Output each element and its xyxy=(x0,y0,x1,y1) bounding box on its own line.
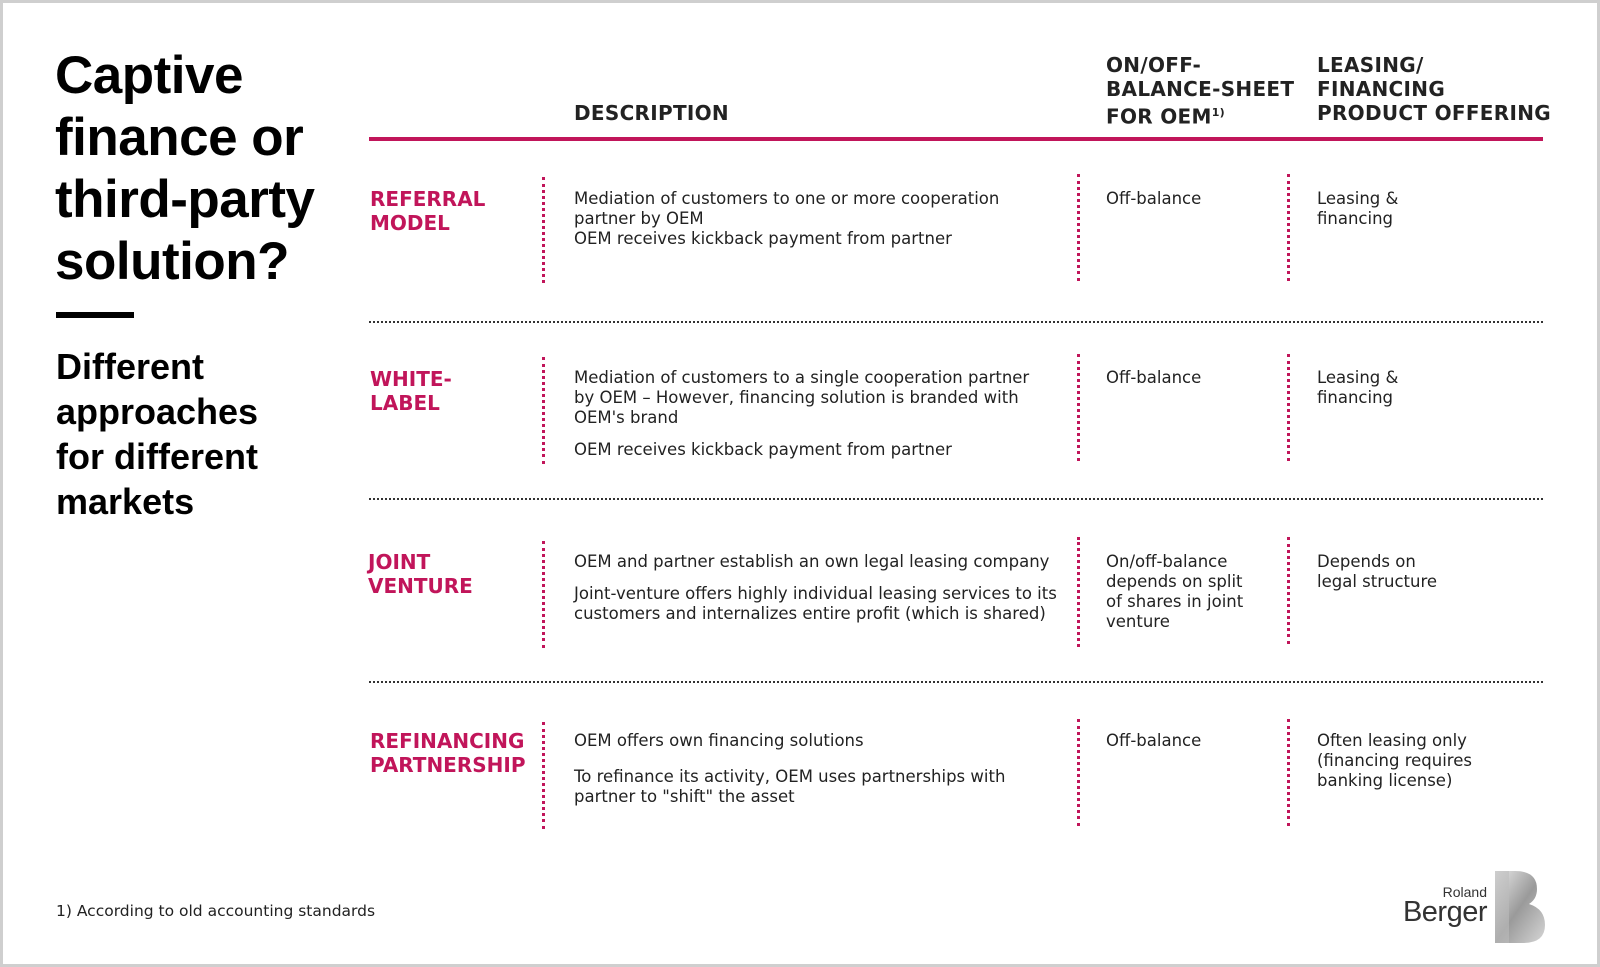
footnote: 1) According to old accounting standards xyxy=(56,902,376,920)
row-label-refinancing: REFINANCING PARTNERSHIP xyxy=(370,729,526,777)
row-divider xyxy=(1287,174,1290,281)
logo-text-berger: Berger xyxy=(1402,896,1487,928)
header-product-offering: LEASING/ FINANCING PRODUCT OFFERING xyxy=(1317,53,1551,125)
row-divider xyxy=(542,357,545,464)
row-separator xyxy=(369,321,1543,323)
row-divider xyxy=(1287,719,1290,826)
row-offering: Often leasing only (financing requires banking license) xyxy=(1317,731,1472,790)
description-line: To refinance its activity, OEM uses partnerships with partner to "shift" the asset xyxy=(574,767,1006,806)
page-title: Captive finance or third-party solution? xyxy=(55,46,315,291)
row-offering: Depends on legal structure xyxy=(1317,552,1438,591)
row-balance: On/off-balance depends on split of shares in joint venture xyxy=(1106,552,1244,631)
row-divider xyxy=(1287,537,1290,644)
description-line: OEM and partner establish an own legal leasing company xyxy=(574,552,1050,571)
page-subtitle: Different approaches for different markets xyxy=(56,346,259,522)
header-description: DESCRIPTION xyxy=(574,101,729,125)
footnote-mark: 1) xyxy=(1211,106,1225,119)
row-label-white-label: WHITE-LABEL xyxy=(370,367,452,415)
row-label-referral: REFERRAL MODEL xyxy=(370,187,486,235)
header-balance-sheet xyxy=(1106,53,1306,129)
logo-b-mark-icon xyxy=(1493,869,1549,945)
row-description xyxy=(574,368,1044,460)
header-rule xyxy=(369,137,1543,141)
row-balance: Off-balance xyxy=(1106,368,1202,387)
roland-berger-logo xyxy=(1399,869,1549,945)
description-line: Joint-venture offers highly individual leasing services to its customers and internalizes entire profit (which is shared) xyxy=(574,584,1057,623)
row-balance: Off-balance xyxy=(1106,731,1202,750)
row-description xyxy=(574,189,1034,249)
row-separator xyxy=(369,498,1543,500)
row-divider xyxy=(1077,354,1080,461)
description-line: Mediation of customers to a single cooperation partner by OEM – However, financing solution is branded with OEM's brand xyxy=(574,368,1030,427)
description-line: OEM offers own financing solutions xyxy=(574,731,864,750)
row-divider xyxy=(1287,354,1290,461)
row-separator xyxy=(369,681,1543,683)
header-balance-text: ON/OFF-BALANCE-SHEET FOR OEM xyxy=(1106,53,1295,129)
row-description xyxy=(574,731,1024,807)
row-divider xyxy=(542,722,545,829)
row-divider xyxy=(1077,537,1080,647)
description-line: OEM receives kickback payment from partner xyxy=(574,229,952,248)
row-divider xyxy=(1077,719,1080,826)
row-balance: Off-balance xyxy=(1106,189,1202,208)
title-divider xyxy=(56,312,134,318)
logo-text-roland: Roland xyxy=(1442,884,1487,900)
row-divider xyxy=(542,541,545,648)
row-description xyxy=(574,552,1064,624)
row-offering: Leasing & financing xyxy=(1317,368,1399,407)
row-offering: Leasing & financing xyxy=(1317,189,1399,228)
row-divider xyxy=(1077,174,1080,281)
row-divider xyxy=(542,177,545,283)
description-line: OEM receives kickback payment from partner xyxy=(574,440,952,459)
description-line: Mediation of customers to one or more cooperation partner by OEM xyxy=(574,189,1000,228)
row-label-joint-venture: JOINT VENTURE xyxy=(368,550,473,598)
